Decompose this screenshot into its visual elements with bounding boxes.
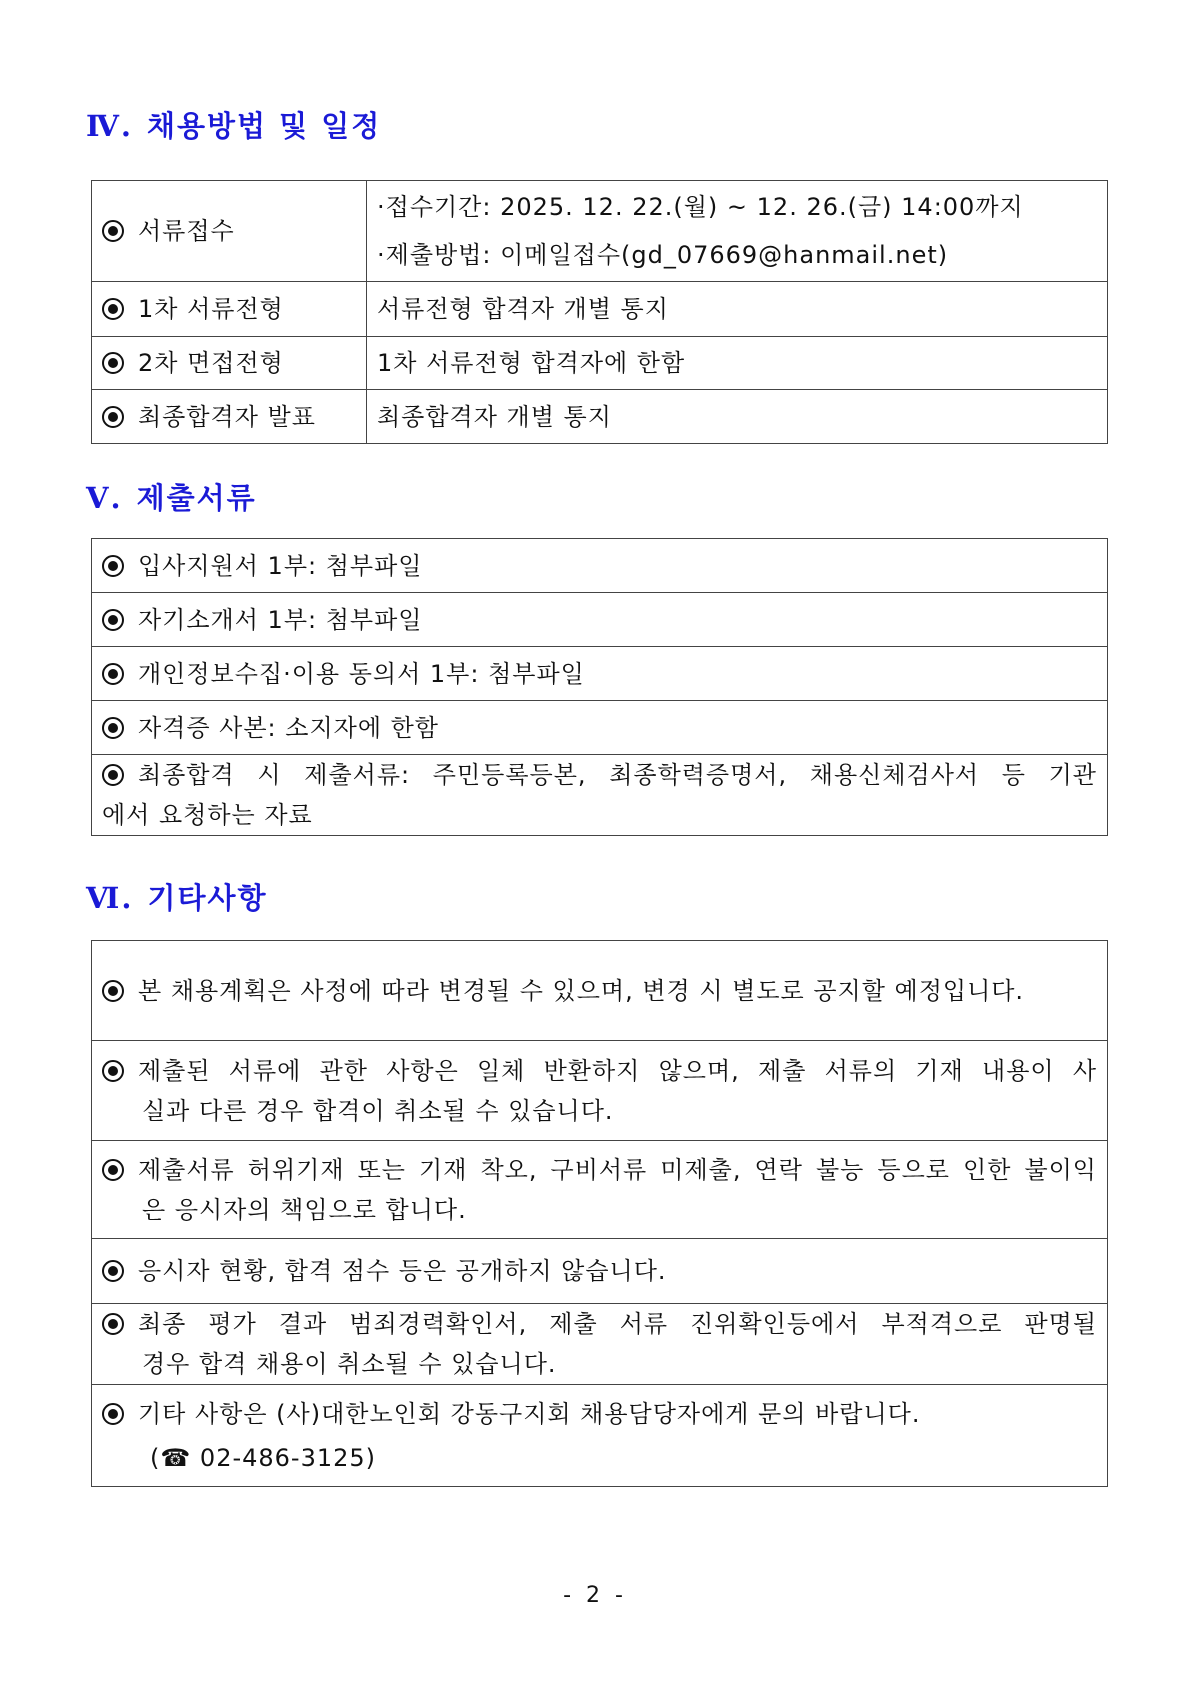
note-text: 최종 평가 결과 범죄경력확인서, 제출 서류 진위확인등에서 부적격으로 판명될 [138,1310,1097,1338]
section-5-heading [86,476,257,517]
list-item [92,593,1108,647]
note-line: 은 응시자의 책임으로 합니다. [142,1195,467,1224]
table-row [92,1385,1108,1487]
bullet-icon [102,980,124,1002]
table-row [92,755,1108,836]
document-item: 입사지원서 1부: 첨부파일 [138,551,423,580]
schedule-label: 1차 서류전형 [138,295,284,323]
list-item [92,1385,1108,1487]
table-row [92,1239,1108,1304]
list-item [92,539,1108,593]
note-text: 제출서류 허위기재 또는 기재 착오, 구비서류 미제출, 연락 불능 등으로 인한 불이익 [138,1155,1097,1184]
schedule-period: ·접수기간: 2025. 12. 22.(월) ~ 12. 26.(금) 14:00까지 [377,193,1024,221]
contact-phone: (☎ 02-486-3125) [150,1443,377,1472]
schedule-table [91,180,1108,444]
document-item-line [102,755,1097,795]
table-row [92,941,1108,1041]
documents-table [91,538,1108,836]
bullet-icon [102,555,124,577]
section-6-heading [86,876,268,917]
table-row [92,1041,1108,1141]
bullet-icon [102,1260,124,1282]
note-text: 제출된 서류에 관한 사항은 일체 반환하지 않으며, 제출 서류의 기재 내용이 사 [138,1056,1097,1085]
section-5-number: Ⅴ. [86,481,123,515]
document-item: 자격증 사본: 소지자에 한함 [138,713,439,742]
bullet-icon [102,352,124,374]
bullet-icon [102,1403,124,1425]
bullet-icon [102,663,124,685]
table-row [92,1141,1108,1239]
document-item: 자기소개서 1부: 첨부파일 [138,605,423,634]
section-6-number: Ⅵ. [86,881,134,915]
schedule-label: 최종합격자 발표 [138,402,316,431]
list-item [92,1141,1108,1239]
section-5-title: 제출서류 [136,481,257,515]
schedule-value-cell: 최종합격자 개별 통지 [367,390,1108,444]
note-line: 경우 합격 채용이 취소될 수 있습니다. [142,1350,557,1378]
schedule-label: 서류접수 [138,217,235,245]
table-row [92,1304,1108,1385]
note-text: 기타 사항은 (사)대한노인회 강동구지회 채용담당자에게 문의 바랍니다. [138,1399,921,1428]
schedule-method: ·제출방법: 이메일접수(gd_07669@hanmail.net) [377,241,949,269]
table-row [92,593,1108,647]
list-item [92,701,1108,755]
list-item [92,1304,1108,1385]
section-6-title: 기타사항 [147,881,268,915]
list-item [92,1239,1108,1304]
schedule-value-cell: 서류전형 합격자 개별 통지 [367,282,1108,337]
document-item: 개인정보수집·이용 동의서 1부: 첨부파일 [138,659,585,688]
list-item [92,941,1108,1041]
bullet-icon [102,220,124,242]
note-text: 응시자 현황, 합격 점수 등은 공개하지 않습니다. [138,1257,667,1285]
table-row [92,539,1108,593]
bullet-icon [102,298,124,320]
list-item [92,755,1108,836]
list-item [92,647,1108,701]
schedule-label: 2차 면접전형 [138,349,284,377]
section-4-number: Ⅳ. [86,109,134,143]
note-line [102,1304,1097,1344]
page-number: - 2 - [563,1583,627,1608]
bullet-icon [102,1313,124,1335]
bullet-icon [102,406,124,428]
table-row [92,390,1108,444]
bullet-icon [102,609,124,631]
schedule-value-cell: 1차 서류전형 합격자에 한함 [367,337,1108,390]
table-row [92,181,1108,282]
list-item [92,1041,1108,1141]
section-4-title: 채용방법 및 일정 [147,109,382,143]
table-row [92,337,1108,390]
schedule-label-cell [92,181,367,282]
schedule-label-cell [92,337,367,390]
phone-icon: ☎ [160,1443,192,1472]
schedule-label-cell [92,390,367,444]
table-row [92,282,1108,337]
schedule-value-cell [367,181,1108,282]
bullet-icon [102,1060,124,1082]
table-row [92,701,1108,755]
document-item-line: 에서 요청하는 자료 [102,801,313,829]
bullet-icon [102,717,124,739]
note-line: 실과 다른 경우 합격이 취소될 수 있습니다. [142,1096,614,1125]
bullet-icon [102,1159,124,1181]
schedule-label-cell [92,282,367,337]
notes-table [91,940,1108,1487]
note-text: 본 채용계획은 사정에 따라 변경될 수 있으며, 변경 시 별도로 공지할 예정입니다. [138,976,1025,1005]
phone-number: 02-486-3125 [199,1443,366,1472]
table-row [92,647,1108,701]
note-line [102,1051,1097,1091]
section-4-heading [86,104,381,145]
bullet-icon [102,764,124,786]
note-line [102,1150,1097,1190]
note-line [102,1392,1097,1436]
document-item-text: 최종합격 시 제출서류: 주민등록등본, 최종학력증명서, 채용신체검사서 등 기관 [138,761,1097,789]
